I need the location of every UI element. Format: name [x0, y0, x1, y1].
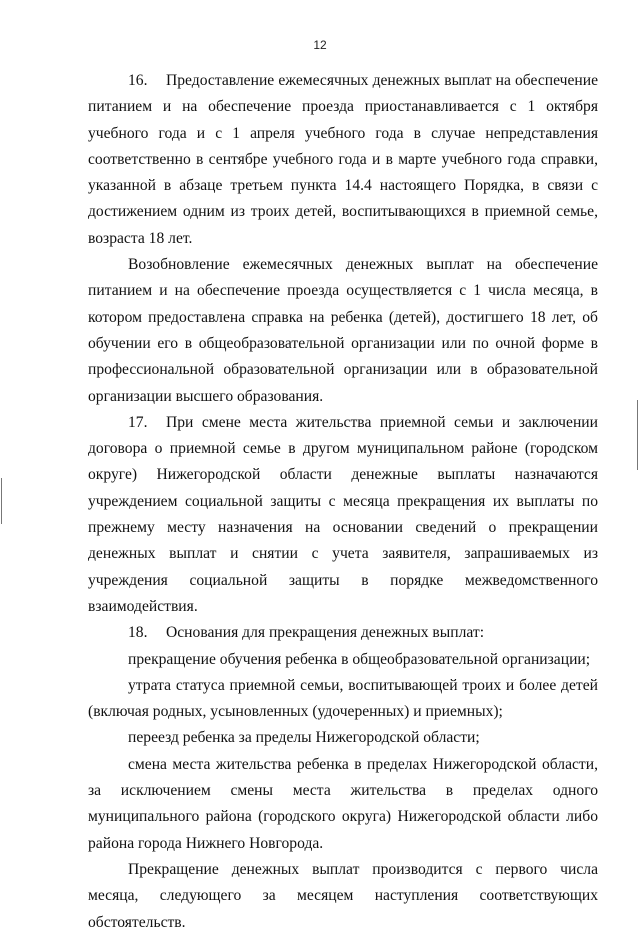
paragraph-18 [88, 620, 598, 646]
paragraph-text: При смене места жительства приемной семьи и заключении договора о приемной семье в другом муниципальном районе (городском округе) Нижегородской области денежные выплаты назначаются учреждением социальной защиты с месяца прекращения их выплаты по прежнему месту назначения на основании сведений о прекращении денежных выплат и снятии с учета заявителя, запрашиваемых из учреждения социальной защиты в порядке межведомственного взаимодействия. [88, 413, 598, 615]
paragraph-text: Возобновление ежемесячных денежных выплат на обеспечение питанием и на обеспечение проезда осуществляется с 1 числа месяца, в котором предоставлена справка на ребенка (детей), достигшего 18 лет, об обучении его в общеобразовательной организации или по очной форме в профессиональной образовательной организации или в образовательной организации высшего образования. [88, 256, 598, 405]
paragraph-text: Прекращение денежных выплат производится с первого числа месяца, следующего за месяцем наступления соответствующих обстоятельств. [88, 860, 598, 931]
paragraph-number: 18. [128, 624, 148, 642]
paragraph-text: смена места жительства ребенка в пределах Нижегородской области, за исключением смены места жительства в пределах одного муниципального района (городского округа) Нижегородской области либо района города Нижнего Новгорода. [88, 755, 598, 852]
paragraph-termination-date [88, 857, 598, 936]
paragraph-text: переезд ребенка за пределы Нижегородской области; [128, 729, 480, 747]
scan-edge-mark [1, 478, 2, 524]
list-item-education-termination [88, 647, 598, 673]
paragraph-number: 17. [128, 413, 148, 431]
paragraph-text: Предоставление ежемесячных денежных выплат на обеспечение питанием и на обеспечение проезда приостанавливается с 1 октября учебного года и с 1 апреля учебного года в случае непредставления соответственно в сентябре учебного года и в марте учебного года справки, указанной в абзаце третьем пункта 14.4 настоящего Порядка, в связи с достижением одним из троих детей, воспитывающихся в приемной семье, возраста 18 лет. [88, 72, 598, 247]
paragraph-text: Основания для прекращения денежных выплат: [166, 624, 485, 642]
list-item-relocation-outside [88, 725, 598, 751]
page-number: 12 [313, 38, 327, 52]
scan-edge-mark [637, 400, 638, 470]
paragraph-number: 16. [128, 72, 148, 89]
paragraph-resumption [88, 252, 598, 410]
list-item-relocation-inside [88, 752, 598, 857]
document-body [88, 68, 598, 936]
paragraph-17 [88, 410, 598, 620]
paragraph-text: прекращение обучения ребенка в общеобразовательной организации; [128, 650, 591, 668]
list-item-status-loss [88, 673, 598, 726]
paragraph-16 [88, 68, 598, 252]
paragraph-text: утрата статуса приемной семьи, воспитывающей троих и более детей (включая родных, усыновленных (удочеренных) и приемных); [88, 676, 598, 721]
